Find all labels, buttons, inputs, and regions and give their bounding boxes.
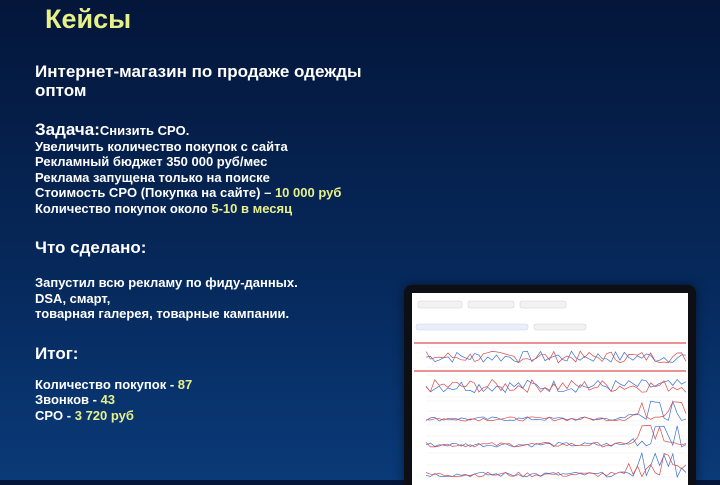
mini-chart-series-blue: [426, 426, 686, 447]
dashboard-campaign-filter: [416, 324, 528, 330]
laptop-screen: [412, 293, 688, 485]
done-line-1: Запустил всю рекламу по фиду-данных.: [35, 275, 298, 290]
task-line-3: Реклама запущена только на поиске: [35, 169, 270, 185]
laptop-mockup: [404, 285, 696, 485]
result-purchases-prefix: Количество покупок -: [35, 376, 178, 392]
dashboard-period-filter: [468, 301, 514, 308]
dashboard-compare-filter: [534, 324, 586, 330]
task-cost-row: [35, 185, 435, 201]
result-heading: Итог:: [35, 343, 79, 363]
result-cpo-row: [35, 408, 435, 424]
result-calls-prefix: Звонков -: [35, 392, 101, 407]
page-title: Кейсы: [45, 4, 132, 34]
case-content: [35, 62, 435, 423]
result-cpo-prefix: CPO -: [35, 407, 75, 423]
task-count-prefix: Количество покупок около: [35, 200, 212, 216]
task-cost-prefix: Стоимость CPO (Покупка на сайте) –: [35, 185, 275, 200]
done-line-2: DSA, смарт,: [35, 290, 111, 306]
result-calls-value: 43: [100, 392, 116, 407]
task-label: Задача:: [35, 120, 100, 139]
analytics-dashboard-image: [412, 293, 688, 485]
result-cpo-value: 3 720 руб: [74, 407, 134, 423]
task-count-value: 5-10 в месяц: [211, 200, 293, 216]
task-line-1: Увеличить количество покупок с сайта: [35, 138, 288, 154]
task-inline: Снизить CPO.: [99, 123, 190, 138]
dashboard-mini-charts: [426, 347, 686, 477]
result-purchases-value: 87: [177, 376, 193, 392]
done-heading: Что сделано:: [35, 238, 147, 257]
dashboard-date-filter: [418, 301, 462, 308]
task-title-row: [35, 122, 435, 139]
task-count-row: [35, 201, 435, 217]
case-heading-line2: оптом: [35, 81, 87, 100]
result-calls-row: [35, 392, 435, 408]
dashboard-data-filter: [520, 301, 566, 308]
result-purchases-row: [35, 377, 435, 393]
done-line-3: товарная галерея, товарные кампании.: [35, 306, 290, 321]
case-heading-line1: Интернет-магазин по продаже одежды: [35, 62, 362, 81]
task-cost-value: 10 000 руб: [274, 185, 342, 200]
task-line-2: Рекламный бюджет 350 000 руб/мес: [35, 154, 268, 169]
